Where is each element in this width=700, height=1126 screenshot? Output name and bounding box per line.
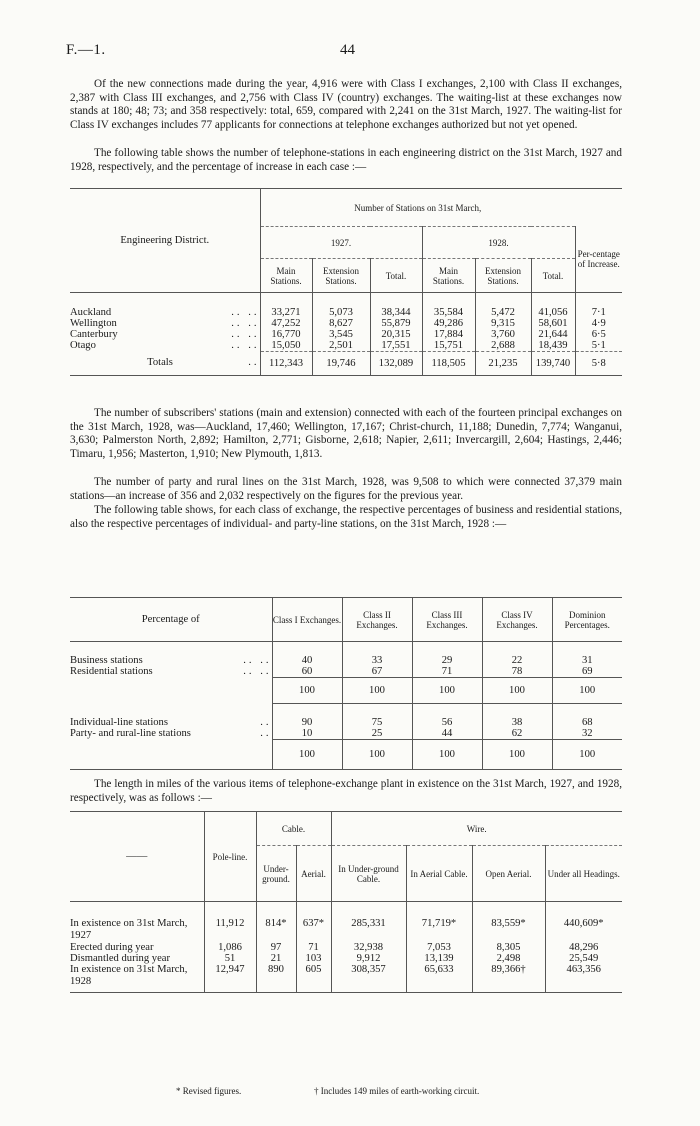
table-cell: 32,938 xyxy=(331,942,406,953)
table-row: Business stations .. .. 40 33 29 22 31 xyxy=(70,655,622,666)
paragraph-table3-intro: The length in miles of the various items of telephone-exchange plant in existence on the 31st March, 1927, and 1928, respectively, was as follows :— xyxy=(70,778,622,804)
header-extension-1928: Extension Stations. xyxy=(475,259,531,293)
table-cell: 16,770 xyxy=(260,329,312,340)
table-cell: 112,343 xyxy=(260,351,312,375)
table-cell: 100 xyxy=(342,740,412,770)
table-row: Residential stations .. .. 60 67 71 78 69 xyxy=(70,666,622,678)
table-cell: 2,498 xyxy=(472,953,545,964)
stations-by-district-table xyxy=(70,188,622,376)
table-cell: 5,472 xyxy=(475,307,531,318)
table-cell: 97 xyxy=(256,942,296,953)
table-cell: 308,357 xyxy=(331,964,406,993)
district-name: Otago xyxy=(70,339,96,351)
header-percentage-of: Percentage of xyxy=(70,598,272,642)
table-cell: 5·1 xyxy=(575,340,622,352)
table-cell: 5·8 xyxy=(575,351,622,375)
table-cell: 440,609* xyxy=(545,918,622,942)
totals-label: Totals xyxy=(70,351,210,375)
page-number: 44 xyxy=(340,42,355,58)
table-cell: 71 xyxy=(412,666,482,678)
table-cell: 18,439 xyxy=(531,340,575,352)
table-cell: 67 xyxy=(342,666,412,678)
table-cell: 33,271 xyxy=(260,307,312,318)
table-cell: 71,719* xyxy=(406,918,472,942)
table-cell: 15,050 xyxy=(260,340,312,352)
row-label: Individual-line stations xyxy=(70,717,168,728)
table-cell: 17,551 xyxy=(370,340,422,352)
header-dominion: Dominion Percentages. xyxy=(552,598,622,642)
table-cell: 69 xyxy=(552,666,622,678)
table-row: Otago .. .. 15,050 2,501 17,551 15,751 2,688 18,439 5·1 xyxy=(70,340,622,352)
table-cell: 605 xyxy=(296,964,331,993)
table-cell: 100 xyxy=(342,677,412,703)
row-label: Erected during year xyxy=(70,941,154,953)
table-cell: 17,884 xyxy=(422,329,475,340)
district-name: Wellington xyxy=(70,317,117,329)
table-cell: 56 xyxy=(412,717,482,728)
header-total-1928: Total. xyxy=(531,259,575,293)
header-cable: Cable. xyxy=(256,812,331,846)
header-in-aerial-cable: In Aerial Cable. xyxy=(406,846,472,902)
table-cell: 89,366† xyxy=(472,964,545,993)
header-class-iv: Class IV Exchanges. xyxy=(482,598,552,642)
table-cell: 6·5 xyxy=(575,329,622,340)
header-in-underground-cable: In Under-ground Cable. xyxy=(331,846,406,902)
table-cell: 100 xyxy=(272,677,342,703)
table-row xyxy=(70,964,622,993)
percentage-by-class-table xyxy=(70,597,622,770)
table-cell: 21,235 xyxy=(475,351,531,375)
table-cell: 25 xyxy=(342,728,412,740)
table-cell: 60 xyxy=(272,666,342,678)
header-class-ii: Class II Exchanges. xyxy=(342,598,412,642)
table-cell: 814* xyxy=(256,918,296,942)
header-pole-line: Pole-line. xyxy=(204,812,256,902)
table-cell: 33 xyxy=(342,655,412,666)
table-cell: 38,344 xyxy=(370,307,422,318)
table-cell: 21,644 xyxy=(531,329,575,340)
table-cell: 75 xyxy=(342,717,412,728)
row-label: In existence on 31st March, 1927 xyxy=(70,917,188,941)
table-cell: 49,286 xyxy=(422,318,475,329)
table-cell: 65,633 xyxy=(406,964,472,993)
header-number-of-stations: Number of Stations on 31st March, xyxy=(260,189,575,227)
table-cell: 58,601 xyxy=(531,318,575,329)
table-cell: 32 xyxy=(552,728,622,740)
table-cell: 890 xyxy=(256,964,296,993)
table-cell: 5,073 xyxy=(312,307,370,318)
table-cell: 19,746 xyxy=(312,351,370,375)
table-row: Party- and rural-line stations .. 10 25 44 62 32 xyxy=(70,728,622,740)
table-row xyxy=(70,953,622,964)
header-year-1928: 1928. xyxy=(422,227,575,259)
footnote-revised: * Revised figures. xyxy=(176,1086,242,1096)
footnote-earth-circuit: † Includes 149 miles of earth-working circuit. xyxy=(314,1086,480,1096)
table-cell: 100 xyxy=(482,677,552,703)
table-cell: 8,305 xyxy=(472,942,545,953)
header-total-1927: Total. xyxy=(370,259,422,293)
table-cell: 15,751 xyxy=(422,340,475,352)
table-cell: 118,505 xyxy=(422,351,475,375)
table-cell: 100 xyxy=(272,740,342,770)
paragraph-table2-intro: The following table shows, for each class of exchange, the respective percentages of business and residential stations, also the respective percentages of individual- and party-line stations, on the 31st March, 1928 :— xyxy=(70,504,622,530)
table-cell: 139,740 xyxy=(531,351,575,375)
table-cell: 71 xyxy=(296,942,331,953)
district-name: Auckland xyxy=(70,306,112,318)
paragraph-table1-intro: The following table shows the number of telephone-stations in each engineering district on the 31st March, 1927 and 1928, respectively, and the percentage of increase in each case :— xyxy=(70,147,622,173)
table-cell: 35,584 xyxy=(422,307,475,318)
table-cell: 20,315 xyxy=(370,329,422,340)
district-name: Canterbury xyxy=(70,328,118,340)
header-main-1928: Main Stations. xyxy=(422,259,475,293)
table-cell: 285,331 xyxy=(331,918,406,942)
table-cell: 1,086 xyxy=(204,942,256,953)
table-cell: 68 xyxy=(552,717,622,728)
table-cell: 41,056 xyxy=(531,307,575,318)
table-cell: 11,912 xyxy=(204,918,256,942)
table-row: Wellington .. .. 47,252 8,627 55,879 49,286 9,315 58,601 4·9 xyxy=(70,318,622,329)
table-cell: 100 xyxy=(482,740,552,770)
table-cell: 2,501 xyxy=(312,340,370,352)
table-cell: 21 xyxy=(256,953,296,964)
row-label: Dismantled during year xyxy=(70,952,171,964)
table-cell: 48,296 xyxy=(545,942,622,953)
table-row: Canterbury .. .. 16,770 3,545 20,315 17,884 3,760 21,644 6·5 xyxy=(70,329,622,340)
table-row: Auckland .. .. 33,271 5,073 38,344 35,584 5,472 41,056 7·1 xyxy=(70,307,622,318)
table-cell: 2,688 xyxy=(475,340,531,352)
header-dash: —— xyxy=(70,812,204,902)
exchange-plant-table xyxy=(70,811,622,993)
paragraph-new-connections: Of the new connections made during the year, 4,916 were with Class I exchanges, 2,100 with Class II exchanges, 2,387 with Class III exchanges, and 2,756 with Class IV (country) exchanges. The waiting-list at these exchanges now stands at 180; 48; 73; and 358 respectively: total, 659, compared with 2,241 on the 31st March, 1927. The waiting-list for Class IV exchanges includes 77 applicants for connections at telephone exchanges authorized but not yet opened. xyxy=(70,78,622,131)
table-cell: 9,912 xyxy=(331,953,406,964)
table-cell: 62 xyxy=(482,728,552,740)
header-class-i: Class I Exchanges. xyxy=(272,598,342,642)
table-cell: 103 xyxy=(296,953,331,964)
row-label: Party- and rural-line stations xyxy=(70,728,191,740)
header-open-aerial: Open Aerial. xyxy=(472,846,545,902)
table-cell: 3,545 xyxy=(312,329,370,340)
table-cell: 78 xyxy=(482,666,552,678)
table-cell: 47,252 xyxy=(260,318,312,329)
header-main-1927: Main Stations. xyxy=(260,259,312,293)
header-extension-1927: Extension Stations. xyxy=(312,259,370,293)
row-label: In existence on 31st March, 1928 xyxy=(70,964,204,993)
table-cell: 40 xyxy=(272,655,342,666)
table-cell: 13,139 xyxy=(406,953,472,964)
header-underground: Under-ground. xyxy=(256,846,296,902)
table-cell: 132,089 xyxy=(370,351,422,375)
header-class-iii: Class III Exchanges. xyxy=(412,598,482,642)
table-cell: 90 xyxy=(272,717,342,728)
header-percentage-increase: Per-centage of Increase. xyxy=(575,227,622,293)
paragraph-subscriber-stations: The number of subscribers' stations (main and extension) connected with each of the fourteen principal exchanges on the 31st March, 1928, was—Auckland, 17,460; Wellington, 17,167; Christ-church, 11,188; Dunedin, 7,774; Wanganui, 3,630; Palmerston North, 2,892; Hamilton, 2,771; Gisborne, 2,618; Napier, 2,611; Invercargill, 2,604; Hastings, 2,446; Timaru, 1,956; Masterton, 1,910; New Plymouth, 1,813. xyxy=(70,407,622,460)
table-cell: 100 xyxy=(412,740,482,770)
table-cell: 29 xyxy=(412,655,482,666)
table-cell: 100 xyxy=(412,677,482,703)
sum-row xyxy=(70,677,622,703)
table-cell: 44 xyxy=(412,728,482,740)
table-cell: 4·9 xyxy=(575,318,622,329)
table-cell: 25,549 xyxy=(545,953,622,964)
table-row xyxy=(70,918,622,942)
header-engineering-district: Engineering District. xyxy=(70,189,260,293)
table-cell: 463,356 xyxy=(545,964,622,993)
table-cell: 31 xyxy=(552,655,622,666)
table-cell: 100 xyxy=(552,740,622,770)
table-cell: 83,559* xyxy=(472,918,545,942)
table-cell: 38 xyxy=(482,717,552,728)
sum-row xyxy=(70,740,622,770)
table-cell: 3,760 xyxy=(475,329,531,340)
table-cell: 22 xyxy=(482,655,552,666)
table-cell: 10 xyxy=(272,728,342,740)
paragraph-party-rural-lines: The number of party and rural lines on the 31st March, 1928, was 9,508 to which were connected 37,379 main stations—an increase of 356 and 2,032 respectively on the figures for the previous year. xyxy=(70,476,622,502)
document-reference: F.—1. xyxy=(66,42,106,58)
table-cell: 7,053 xyxy=(406,942,472,953)
header-aerial: Aerial. xyxy=(296,846,331,902)
table-cell: 51 xyxy=(204,953,256,964)
totals-row: Totals .. 112,343 19,746 132,089 118,505 21,235 139,740 5·8 xyxy=(70,351,622,375)
table-row: Individual-line stations .. 90 75 56 38 68 xyxy=(70,717,622,728)
table-cell: 7·1 xyxy=(575,307,622,318)
header-year-1927: 1927. xyxy=(260,227,422,259)
header-under-all-headings: Under all Headings. xyxy=(545,846,622,902)
table-cell: 8,627 xyxy=(312,318,370,329)
header-wire: Wire. xyxy=(331,812,622,846)
row-label: Residential stations xyxy=(70,665,153,677)
row-label: Business stations xyxy=(70,654,143,666)
table-cell: 9,315 xyxy=(475,318,531,329)
table-row xyxy=(70,942,622,953)
table-cell: 55,879 xyxy=(370,318,422,329)
table-cell: 100 xyxy=(552,677,622,703)
table-cell: 637* xyxy=(296,918,331,942)
table-cell: 12,947 xyxy=(204,964,256,993)
